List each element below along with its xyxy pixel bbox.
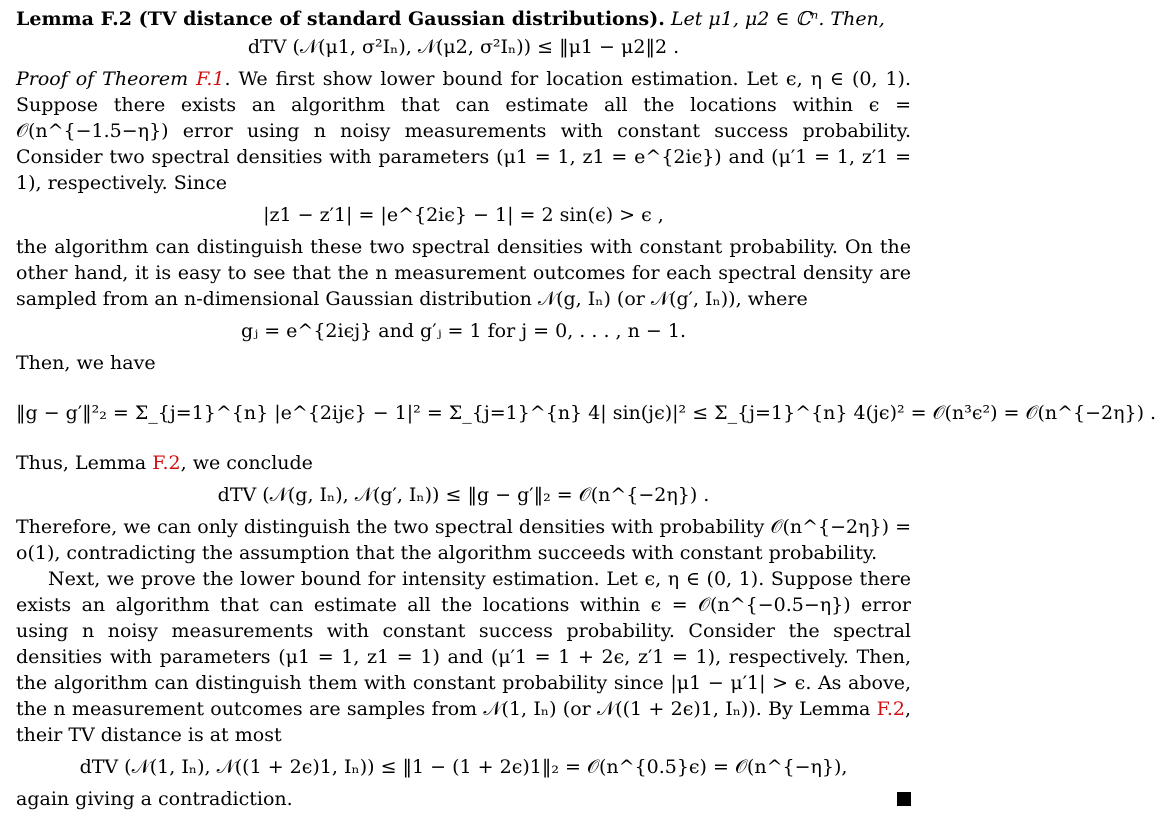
lemma-statement [16,6,911,32]
qed-symbol [897,792,911,806]
lemma-equation: dTV (𝒩(μ1, σ²Iₙ), 𝒩(μ2, σ²Iₙ)) ≤ ‖μ1 − μ2‖2 . [247,36,680,58]
equation-1: |z1 − z′1| = |e^{2iϵ} − 1| = 2 sin(ϵ) > ϵ , [263,204,664,226]
proof-text-4a: Thus, Lemma [16,452,147,474]
proof-text-4b: , we conclude [180,452,313,474]
proof-paragraph-2: the algorithm can distinguish these two spectral densities with constant probability. On the other hand, it is easy to see that the n measurement outcomes for each spectral density are sampled from an n-dimensional Gaussian distribution 𝒩(g, Iₙ) (or 𝒩(g′, Iₙ)), where [16,236,911,310]
proof-paragraph-1 [16,66,911,196]
proof-paragraph-4 [16,450,911,476]
equation-3: ‖g − g′‖²₂ = Σ_{j=1}^{n} |e^{2ijϵ} − 1|² = Σ_{j=1}^{n} 4| sin(jϵ)|² ≤ Σ_{j=1}^{n} 4(jϵ)² = 𝒪(n³ϵ²) = 𝒪(n^{−2η}) . [16,402,1156,424]
proof-text-6a: Next, we prove the lower bound for intensity estimation. Let ϵ, η ∈ (0, 1). Suppose there exists an algorithm that can estimate all the locations within ϵ = 𝒪(n^{−0.5−η}) error using n noisy measurements with constant success probability. Consider the spectral densities with parameters (μ1 = 1, z1 = 1) and (μ′1 = 1 + 2ϵ, z′1 = 1), respectively. Then, the algorithm can distinguish them with constant probability since |μ1 − μ′1| > ϵ. As above, the n measurement outcomes are samples from 𝒩(1, Iₙ) (or 𝒩((1 + 2ϵ)1, Iₙ)). By Lemma [16,568,911,720]
equation-2: gⱼ = e^{2iϵj} and g′ⱼ = 1 for j = 0, . . . , n − 1. [241,320,686,342]
theorem-link[interactable]: F.1 [196,68,225,90]
proof-label: Proof of Theorem [16,68,189,90]
proof-paragraph-7 [16,786,911,812]
lemma-link-1[interactable]: F.2 [152,452,181,474]
proof-paragraph-5: Therefore, we can only distinguish the two spectral densities with probability 𝒪(n^{−2η}) = o(1), contradicting the assumption that the algorithm succeeds with constant probability. [16,516,911,564]
lemma-text: Let μ1, μ2 ∈ ℂⁿ. Then, [670,8,885,30]
lemma-link-2[interactable]: F.2 [876,698,905,720]
equation-4: dTV (𝒩(g, Iₙ), 𝒩(g′, Iₙ)) ≤ ‖g − g′‖₂ = 𝒪(n^{−2η}) . [217,484,710,506]
proof-text-1: . We first show lower bound for location estimation. Let ϵ, η ∈ (0, 1). Suppose there exists an algorithm that can estimate all the locations within ϵ = 𝒪(n^{−1.5−η}) error using n noisy measurements with constant success probability. Consider two spectral densities with parameters (μ1 = 1, z1 = e^{2iϵ}) and (μ′1 = 1, z′1 = 1), respectively. Since [16,68,911,194]
paper-page [16,6,1156,812]
proof-paragraph-3: Then, we have [16,352,156,374]
proof-text-6b: , their TV distance is at most [16,698,911,746]
proof-text-7: again giving a contradiction. [16,788,293,810]
equation-5: dTV (𝒩(1, Iₙ), 𝒩((1 + 2ϵ)1, Iₙ)) ≤ ‖1 − (1 + 2ϵ)1‖₂ = 𝒪(n^{0.5}ϵ) = 𝒪(n^{−η}), [79,756,848,778]
proof-paragraph-6 [16,566,911,748]
lemma-heading: Lemma F.2 (TV distance of standard Gaussian distributions). [16,8,665,30]
